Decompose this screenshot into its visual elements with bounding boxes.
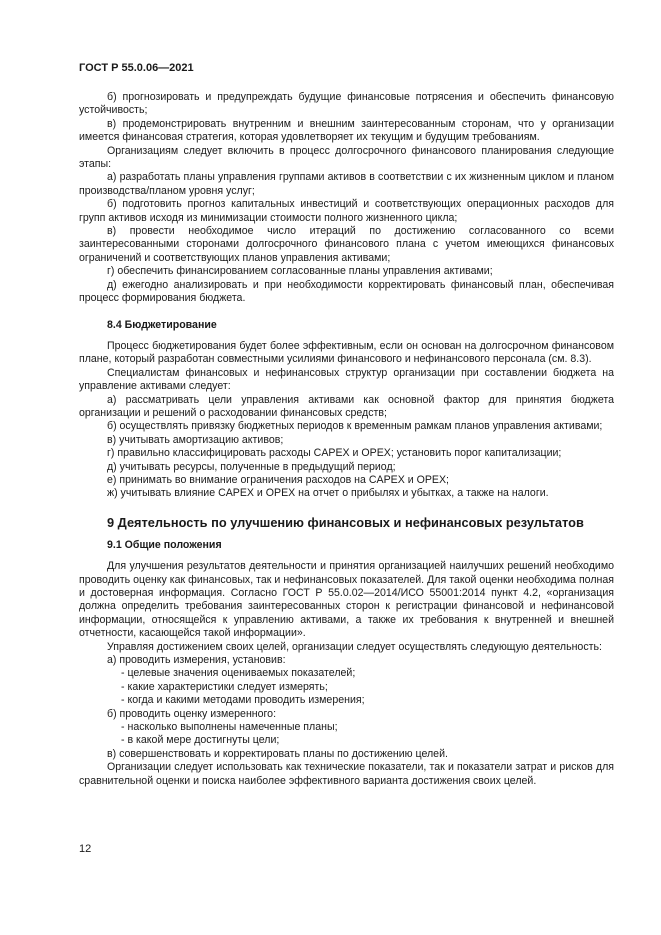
paragraph: Управляя достижением своих целей, организации следует осуществлять следующую деятельность:: [107, 640, 602, 653]
paragraph: е) принимать во внимание ограничения расходов на CAPEX и OPEX;: [107, 473, 449, 486]
paragraph: в) провести необходимое число итераций по достижению согласованного со всеми заинтересованными сторонами долгосрочного финансового плана с учетом имеющихся финансовых ограничений и соответствующих планов управления активами;: [79, 225, 614, 264]
paragraph: а) рассматривать цели управления активами как основной фактор для принятия бюджета организации и решений о расходовании финансовых средств;: [79, 393, 614, 419]
paragraph: Специалистам финансовых и нефинансовых структур организации при составлении бюджета на управление активами следует:: [79, 366, 614, 393]
page-number: 12: [79, 843, 92, 855]
paragraph: ж) учитывать влияние CAPEX и OPEX на отчет о прибылях и убытках, а также на налоги.: [107, 487, 549, 500]
paragraph: б) подготовить прогноз капитальных инвестиций и соответствующих операционных расходов для групп активов исходя из минимизации стоимости полного жизненного цикла;: [79, 198, 614, 224]
paragraph: Процесс бюджетирования будет более эффективным, если он основан на долгосрочном финансовом плане, который разработан совместными усилиями финансового и нефинансового персонала (см. 8.3).: [79, 339, 614, 366]
paragraph: Для улучшения результатов деятельности и принятия организацией наилучших решений необходимо проводить оценку как финансовых, так и нефинансовых показателей. Для такой оценки необходима полная и достоверная информация. Согласно ГОСТ Р 55.0.02—2014/ИСО 55001:2014 пункт 4.2, «организация должна определить требования заинтересованных сторон к регистрации финансовой и нефинансовой информации, относящейся к управлению активами, а также их требования к внутренней и внешней отчетности, касающейся такой информации».: [79, 560, 614, 640]
list-item: - насколько выполнены намеченные планы;: [121, 721, 338, 734]
document-code-header: ГОСТ Р 55.0.06—2021: [79, 62, 194, 74]
list-item: в) совершенствовать и корректировать планы по достижению целей.: [107, 747, 448, 760]
paragraph: в) продемонстрировать внутренним и внешним заинтересованным сторонам, что у организации имеется финансовая стратегия, которая удовлетворяет их текущим и будущим требованиям.: [79, 117, 614, 144]
paragraph: Организациям следует включить в процесс долгосрочного финансового планирования следующие этапы:: [79, 144, 614, 171]
paragraph: д) ежегодно анализировать и при необходимости корректировать финансовый план, обеспечивая процесс формирования бюджета.: [79, 278, 614, 305]
list-item: - когда и какими методами проводить измерения;: [121, 694, 365, 707]
paragraph: б) прогнозировать и предупреждать будущие финансовые потрясения и обеспечить финансовую устойчивость;: [79, 91, 614, 117]
paragraph: г) правильно классифицировать расходы CAPEX и OPEX; установить порог капитализации;: [107, 447, 562, 460]
section-heading-9-1: 9.1 Общие положения: [107, 538, 222, 551]
list-item: - какие характеристики следует измерять;: [121, 680, 328, 693]
paragraph: в) учитывать амортизацию активов;: [107, 433, 284, 446]
section-heading-8-4: 8.4 Бюджетирование: [107, 318, 217, 331]
list-item: - в какой мере достигнуты цели;: [121, 734, 280, 747]
paragraph: Организации следует использовать как технические показатели, так и показатели затрат и рисков для сравнительной оценки и поиска наиболее эффективного варианта достижения своих целей.: [79, 761, 614, 787]
list-item: б) проводить оценку измеренного:: [107, 707, 277, 720]
paragraph: д) учитывать ресурсы, полученные в предыдущий период;: [107, 460, 396, 473]
list-item: а) проводить измерения, установив:: [107, 654, 286, 667]
paragraph: г) обеспечить финансированием согласованные планы управления активами;: [107, 265, 493, 278]
section-heading-9: 9 Деятельность по улучшению финансовых и нефинансовых результатов: [107, 514, 584, 530]
paragraph: б) осуществлять привязку бюджетных периодов к временным рамкам планов управления активами;: [107, 420, 603, 433]
document-body: [79, 91, 614, 788]
paragraph: а) разработать планы управления группами активов в соответствии с их жизненным циклом и планом производства/планом уровня услуг;: [79, 171, 614, 197]
list-item: - целевые значения оцениваемых показателей;: [121, 667, 356, 680]
